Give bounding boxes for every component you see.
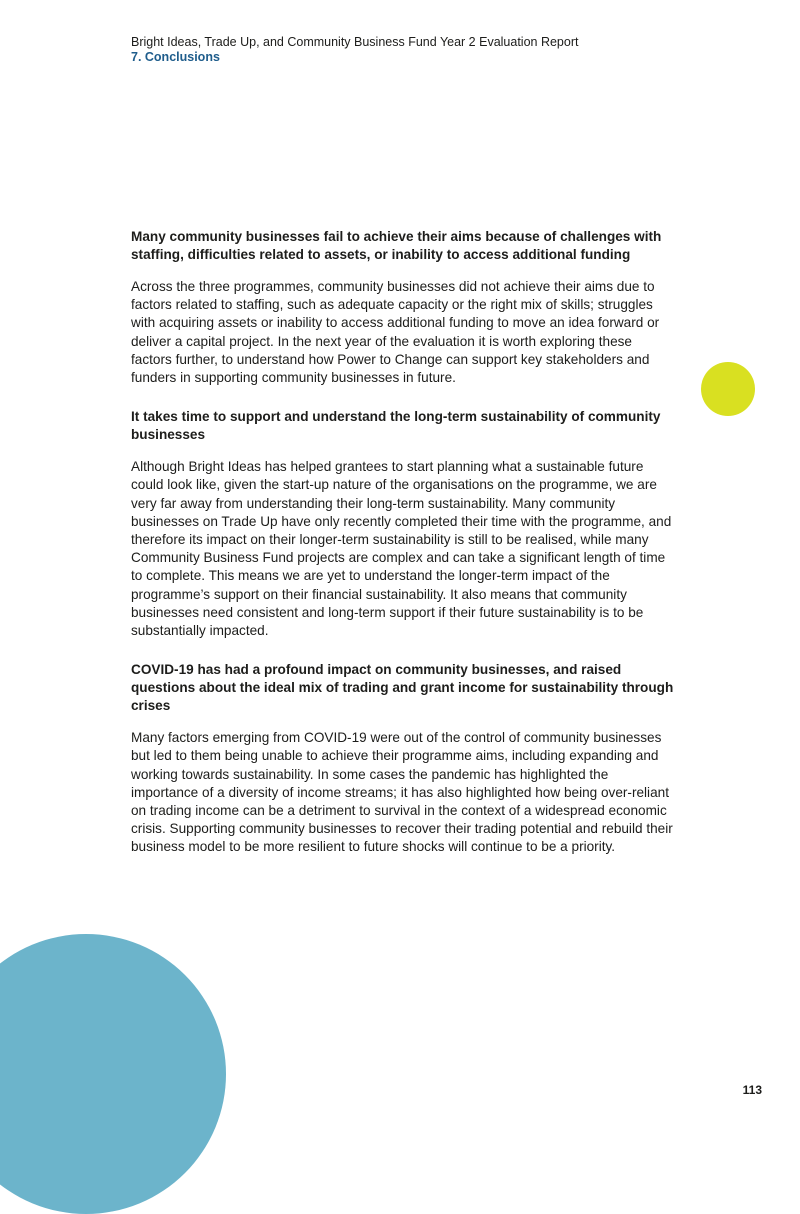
main-content	[131, 228, 676, 878]
decorative-yellow-dot	[701, 362, 755, 416]
conclusion-body: Although Bright Ideas has helped grantees to start planning what a sustainable future could look like, given the start-up nature of the organisations on the programme, we are very far away from understanding their long-term sustainability. Many community businesses on Trade Up have only recently completed their time with the programme, and therefore its impact on their longer-term sustainability is still to be realised, while many Community Business Fund projects are complex and can take a significant length of time to complete. This means we are yet to understand the longer-term impact of the programme’s support on their financial sustainability. It also means that community businesses need consistent and long-term support if their future sustainability is to be substantially impacted.	[131, 459, 672, 639]
conclusion-heading: Many community businesses fail to achieve their aims because of challenges with staffing, difficulties related to assets, or inability to access additional funding	[131, 229, 662, 262]
conclusion-heading: It takes time to support and understand the long-term sustainability of community businesses	[131, 409, 661, 443]
conclusion-block-1	[131, 228, 676, 387]
page-number: 113	[742, 1083, 762, 1097]
conclusion-block-3	[131, 661, 676, 856]
conclusion-body: Across the three programmes, community businesses did not achieve their aims due to factors related to staffing, such as adequate capacity or the right mix of skills; struggles with acquiring assets or inability to access additional funding to move an idea forward or deliver a capital project. In the next year of the evaluation it is worth exploring these factors further, to understand how Power to Change can support key stakeholders and funders in supporting community businesses in future.	[131, 279, 660, 386]
report-title: Bright Ideas, Trade Up, and Community Business Fund Year 2 Evaluation Report	[131, 35, 579, 49]
running-header	[131, 35, 578, 65]
conclusion-block-2	[131, 408, 676, 640]
decorative-blue-circle	[0, 934, 226, 1214]
section-title: 7. Conclusions	[131, 50, 220, 64]
conclusion-body: Many factors emerging from COVID-19 were out of the control of community businesses but led to them being unable to achieve their programme aims, including expanding and working towards sustainability. In some cases the pandemic has highlighted the importance of a diversity of income streams; it has also highlighted how being over-reliant on trading income can be a detriment to survival in the context of a widespread economic crisis. Supporting community businesses to recover their trading potential and rebuild their business model to be more resilient to future shocks will continue to be a priority.	[131, 730, 673, 855]
conclusion-heading: COVID-19 has had a profound impact on community businesses, and raised questions about the ideal mix of trading and grant income for sustainability through crises	[131, 662, 674, 714]
